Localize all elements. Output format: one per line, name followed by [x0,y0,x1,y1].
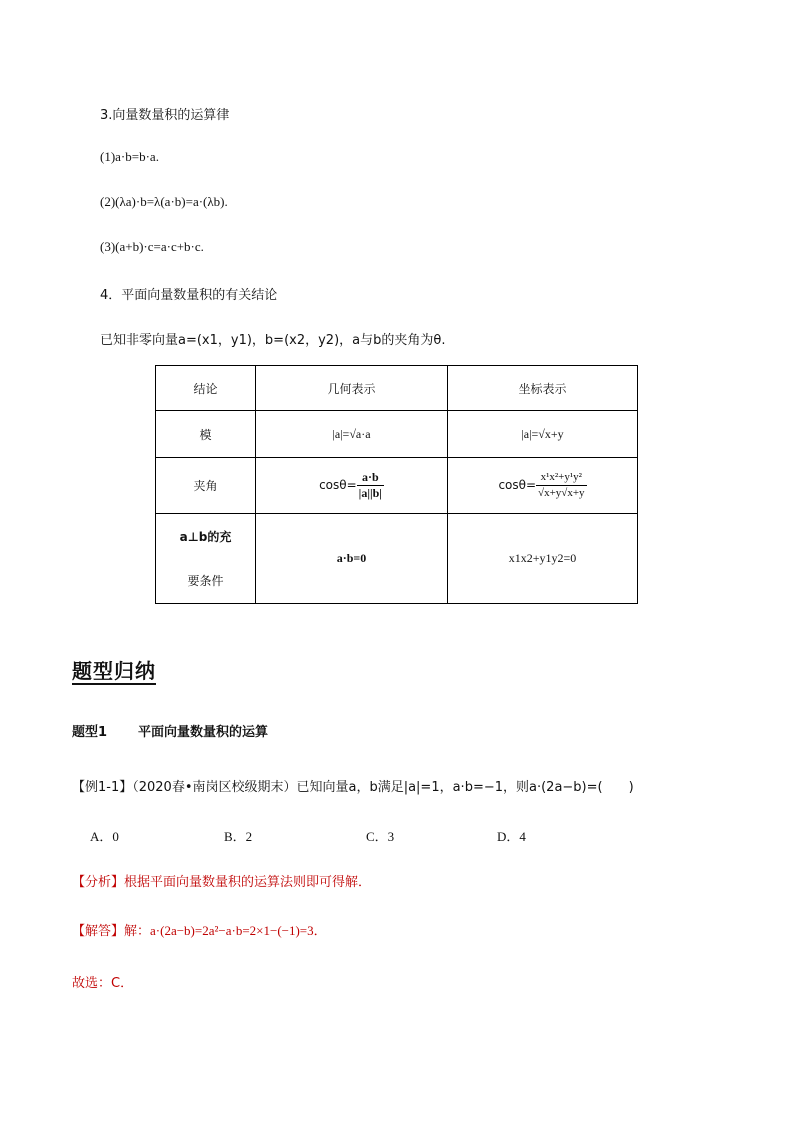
table-row [156,411,638,458]
section-heading: 题型归纳 [72,659,156,683]
type1-label: 题型1 [72,725,108,740]
analysis-tag: 【分析】 [72,875,125,890]
table-cell-coord: |a|=√x+y [448,411,638,458]
angle-fraction [536,470,586,501]
choice-line: 故选：C． [72,976,134,991]
table-header-row [156,366,638,411]
table-cell-geo [256,458,448,514]
example-tag: 【例1-1】 [72,780,133,795]
cos-prefix: cosθ= [498,478,537,492]
table-cell-coord: x1x2+y1y2=0 [448,514,638,604]
cos-prefix: cosθ= [319,478,357,492]
label-line: 要条件 [187,573,224,588]
table-header: 坐标表示 [448,366,638,411]
table-cell-coord [448,458,638,514]
answer-lead: 解： [124,924,151,939]
example-line [72,776,634,795]
option-a: A．0 [90,829,119,844]
fraction-numerator: a·b [357,470,384,486]
fraction-denominator: |a||b| [358,486,382,500]
law-3: (3)(a+b)·c=a·c+b·c. [100,239,204,254]
option-d: D．4 [497,829,526,844]
table-cell-label: 模 [156,411,256,458]
angle-fraction [357,470,384,501]
table-header: 结论 [156,366,256,411]
table-row [156,458,638,514]
label-line: a⊥b的充 [179,529,232,544]
example-text: （2020春•南岗区校级期末）已知向量a，b满足|a|=1，a·b=−1，则a·(2a−b)=( ) [132,780,634,795]
fraction-denominator: √x+y√x+y [538,487,585,499]
conclusion-table [155,365,638,604]
type1-title: 平面向量数量积的运算 [138,725,269,740]
law-1: (1)a·b=b·a. [100,149,159,164]
table-header: 几何表示 [256,366,448,411]
answer-tag: 【解答】 [72,924,125,939]
answer-text: a·(2a−b)=2a²−a·b=2×1−(−1)=3． [150,923,327,938]
option-c: C．3 [366,829,395,844]
analysis-line [72,871,371,890]
table-cell-label: 夹角 [156,458,256,514]
table-cell-geo: |a|=√a·a [256,411,448,458]
analysis-text: 根据平面向量数量积的运算法则即可得解． [124,875,372,890]
table-cell-label [156,514,256,604]
section4-title: 4．平面向量数量积的有关结论 [100,288,278,303]
table-row [156,514,638,604]
option-b: B．2 [224,829,253,844]
law-2: (2)(λa)·b=λ(a·b)=a·(λb). [100,194,228,209]
section3-title: 3.向量数量积的运算律 [100,108,230,123]
table-cell-geo: a·b=0 [256,514,448,604]
fraction-numerator: x¹x²+y¹y² [536,470,586,486]
section4-intro: 已知非零向量a=(x1，y1)，b=(x2，y2)，a与b的夹角为θ. [100,333,446,348]
answer-line [72,920,327,939]
